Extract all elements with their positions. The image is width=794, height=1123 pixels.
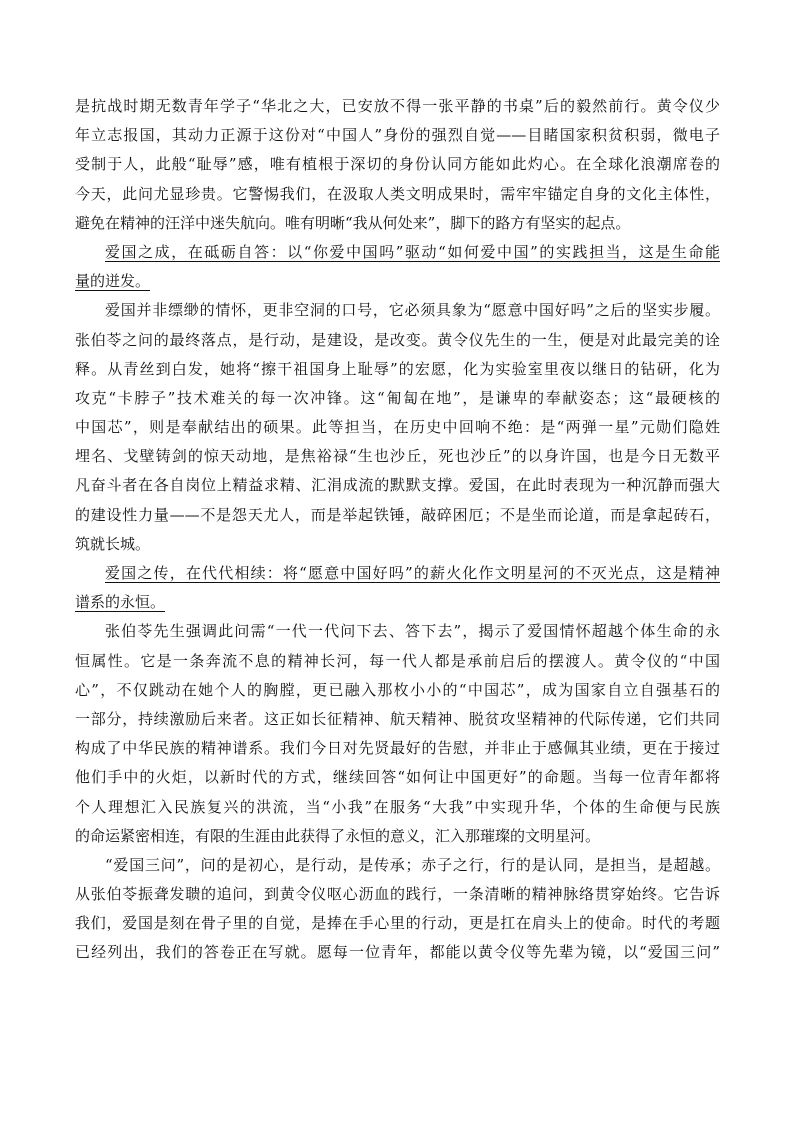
text-line: 心”，不仅跳动在她个人的胸膛，更已融入那枚小小的“中国芯”，成为国家自立自强基石的 — [75, 680, 720, 699]
underlined-heading-text: 爱国之传，在代代相续：将“愿意中国好吗”的薪火化作文明星河的不灭光点，这是精神 — [105, 564, 720, 582]
text-line: 受制于人，此般“耻辱”感，唯有植根于深切的身份认同方能如此灼心。在全球化浪潮席卷的 — [75, 155, 720, 174]
paragraph-p4 — [75, 559, 720, 617]
paragraph-p6 — [75, 851, 720, 968]
text-line — [75, 238, 720, 267]
text-line: 埋名、戈壁铸剑的惊天动地，是焦裕禄“生也沙丘，死也沙丘”的以身许国，也是今日无数平 — [75, 447, 720, 466]
text-line: 筑就长城。 — [75, 534, 151, 553]
text-line: 一部分，持续激励后来者。这正如长征精神、航天精神、脱贫攻坚精神的代际传递，它们共同 — [75, 709, 720, 728]
underlined-heading-text: 爱国之成，在砥砺自答：以“你爱中国吗”驱动“如何爱中国”的实践担当，这是生命能 — [105, 242, 720, 261]
text-line: 年立志报国，其动力正源于这份对“中国人”身份的强烈自觉——目睹国家积贫积弱，微电子 — [75, 126, 720, 145]
text-line: 攻克“卡脖子”技术难关的每一次冲锋。这“匍匐在地”，是谦卑的奉献姿态；这“最硬核的 — [75, 388, 720, 407]
text-line: 张伯苓之问的最终落点，是行动，是建设，是改变。黄令仪先生的一生，便是对此最完美的诠 — [75, 330, 720, 349]
text-line: 避免在精神的汪洋中迷失航向。唯有明晰“我从何处来”，脚下的路方有坚实的起点。 — [75, 213, 631, 232]
underlined-heading-text: 量的迸发。 — [75, 272, 151, 291]
text-line — [75, 588, 720, 617]
text-line: 个人理想汇入民族复兴的洪流，当“小我”在服务“大我”中实现升华，个体的生命便与民族 — [75, 797, 720, 816]
paragraph-p1 — [75, 92, 720, 238]
text-line: 凡奋斗者在各自岗位上精益求精、汇涓成流的默默支撑。爱国，在此时表现为一种沉静而强大 — [75, 476, 720, 495]
text-line — [75, 559, 720, 588]
text-line: 的命运紧密相连，有限的生涯由此获得了永恒的意义，汇入那璀璨的文明星河。 — [75, 826, 601, 845]
text-line: 从张伯苓振聋发聩的追问，到黄令仪呕心沥血的践行，一条清晰的精神脉络贯穿始终。它告诉 — [75, 885, 720, 904]
text-line: 构成了中华民族的精神谱系。我们今日对先贤最好的告慰，并非止于感佩其业绩，更在于接过 — [75, 739, 720, 758]
text-line: 我们，爱国是刻在骨子里的自觉，是捧在手心里的行动，更是扛在肩头上的使命。时代的考题 — [75, 914, 720, 933]
paragraph-p2 — [75, 238, 720, 296]
paragraph-p5 — [75, 617, 720, 851]
text-line: 中国芯”，则是奉献结出的硕果。此等担当，在历史中回响不绝：是“两弹一星”元勋们隐姓 — [75, 418, 720, 437]
text-line: “爱国三问”，问的是初心，是行动，是传承；赤子之行，行的是认同，是担当，是超越。 — [105, 855, 720, 874]
text-line: 释。从青丝到白发，她将“擦干祖国身上耻辱”的宏愿，化为实验室里夜以继日的钻研，化为 — [75, 359, 720, 378]
text-line: 已经列出，我们的答卷正在写就。愿每一位青年，都能以黄令仪等先辈为镜，以“爱国三问” — [75, 943, 720, 962]
paragraph-p3 — [75, 296, 720, 559]
text-line — [75, 267, 720, 296]
text-line: 恒属性。它是一条奔流不息的精神长河，每一代人都是承前启后的摆渡人。黄令仪的“中国 — [75, 651, 720, 670]
essay-body — [75, 92, 720, 968]
text-line: 的建设性力量——不是怨天尤人，而是举起铁锤，敲碎困厄；不是坐而论道，而是拿起砖石， — [75, 505, 720, 524]
underlined-heading-text: 谱系的永恒。 — [75, 593, 166, 612]
text-line: 张伯苓先生强调此问需“一代一代问下去、答下去”，揭示了爱国情怀超越个体生命的永 — [105, 622, 720, 641]
text-line: 他们手中的火炬，以新时代的方式，继续回答“如何让中国更好”的命题。当每一位青年都将 — [75, 768, 720, 787]
text-line: 是抗战时期无数青年学子“华北之大，已安放不得一张平静的书桌”后的毅然前行。黄令仪少 — [75, 97, 720, 115]
text-line: 爱国并非缥缈的情怀，更非空洞的口号，它必须具象为“愿意中国好吗”之后的坚实步履。 — [105, 301, 720, 320]
text-line: 今天，此问尤显珍贵。它警惕我们，在汲取人类文明成果时，需牢牢锚定自身的文化主体性， — [75, 184, 720, 203]
